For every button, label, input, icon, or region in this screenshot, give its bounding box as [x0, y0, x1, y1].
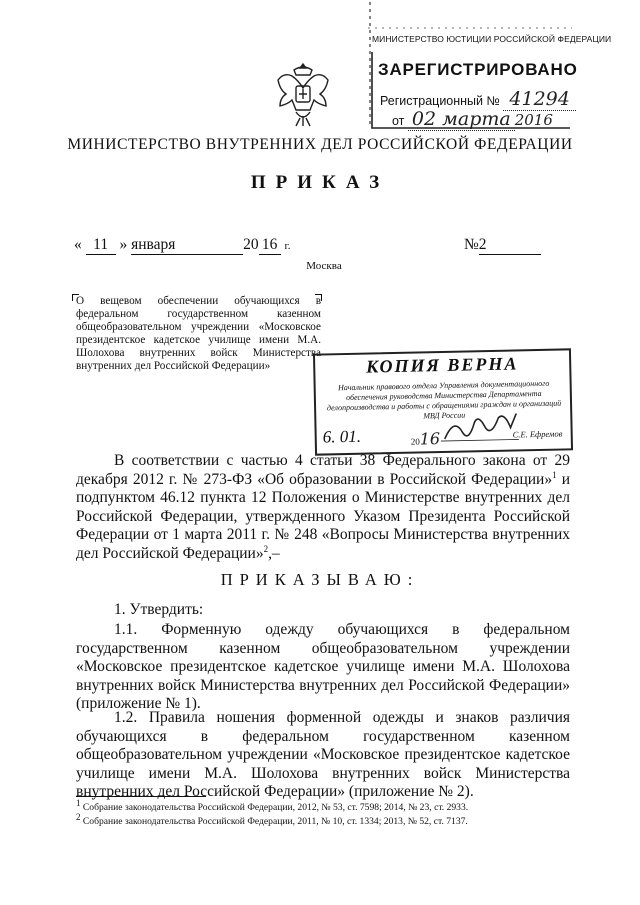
- preamble-end: ,–: [268, 544, 280, 562]
- coat-of-arms-emblem: [270, 58, 336, 130]
- stamp-registration-date: [392, 108, 553, 130]
- date-day: 11: [86, 236, 116, 255]
- order-number-label: №: [464, 236, 479, 253]
- footnote-ref-1: 1: [552, 469, 557, 480]
- copy-stamp-position: Начальник правового отдела Управления документационного обеспечения руководства Министерства Департамента делопроизводства и работы с обращениями граждан и организаций МВД России: [326, 378, 562, 421]
- order-item-1: 1. Утвердить:: [114, 601, 204, 618]
- registration-year: 2016: [514, 111, 553, 129]
- copy-stamp-year-prefix: 20: [410, 436, 420, 447]
- order-item-1-1: 1.1. Форменную одежду обучающихся в федеральном государственном казенном общеобразовательном учреждении «Московское президентское кадетское училище имени М.А. Шолохова внутренних войск Министерства внутренних дел Российской Федерации» (приложение № 1).: [76, 621, 570, 713]
- ministry-title: МИНИСТЕРСТВО ВНУТРЕННИХ ДЕЛ РОССИЙСКОЙ ФЕДЕРАЦИИ: [67, 136, 573, 153]
- registration-date-value: 02 марта: [408, 108, 515, 131]
- footnote-2-text: Собрание законодательства Российской Федерации, 2011, № 10, ст. 1334; 2013, № 52, ст. 7137.: [82, 816, 468, 827]
- copy-stamp-year-handwritten: 16: [419, 429, 441, 449]
- registration-number-label: Регистрационный №: [380, 94, 500, 108]
- footnote-ref-2: 2: [263, 543, 269, 554]
- date-year-mark: г.: [284, 240, 291, 252]
- date-year-suffix: 16: [259, 236, 281, 255]
- copy-stamp-signature-line: [323, 422, 567, 447]
- order-word: ПРИКАЗЫВАЮ:: [220, 570, 420, 589]
- order-city: Москва: [306, 260, 342, 272]
- footnote-2-mark: 2: [76, 811, 81, 822]
- copy-stamp-signer: С.Е. Ефремов: [512, 428, 563, 440]
- order-date: [74, 236, 291, 255]
- date-open-quote: «: [74, 236, 82, 253]
- copy-stamp-title: КОПИЯ ВЕРНА: [365, 353, 519, 377]
- order-item-1-2: 1.2. Правила ношения форменной одежды и знаков различия обучающихся в федеральном государственном казенном общеобразовательном учреждении «Московское президентское кадетское училище имени М.А. Шолохова внутренних войск Министерства внутренних дел Российской Федерации» (приложение № 2).: [76, 709, 570, 801]
- preamble-middle: и подпунктом 46.12 пункта 12 Положения о Министерстве внутренних дел Российской Федерации, утвержденного Указом Президента Российской Федерации от 1 марта 2011 г. № 248 «Вопросы Министерства внутренних дел Российской Федерации»: [76, 470, 570, 562]
- copy-stamp-date: 6. 01.: [322, 426, 362, 447]
- stamp-registration-number: [380, 88, 576, 110]
- stamp-ministry: МИНИСТЕРСТВО ЮСТИЦИИ РОССИЙСКОЙ ФЕДЕРАЦИИ: [372, 34, 612, 44]
- registration-number-value: 41294: [503, 88, 575, 111]
- footnote-1-text: Собрание законодательства Российской Федерации, 2012, № 53, ст. 7598; 2014, № 23, ст. 2933.: [82, 802, 469, 813]
- footnote-2: [76, 811, 570, 828]
- registration-date-prefix: от: [392, 114, 405, 128]
- footnote-divider: [76, 796, 206, 797]
- copy-stamp-year: [411, 429, 441, 449]
- footnote-1: [76, 797, 570, 814]
- handwritten-signature: [440, 413, 521, 445]
- order-subject: О вещевом обеспечении обучающихся в федеральном государственном казенном общеобразовательном учреждении «Московское президентское кадетское училище имени М.А. Шолохова внутренних войск Министерства внутренних дел Российской Федерации»: [76, 295, 321, 372]
- order-number-value: 2: [479, 236, 541, 255]
- stamp-registered-title: ЗАРЕГИСТРИРОВАНО: [378, 60, 578, 79]
- registration-stamp: [364, 0, 612, 132]
- date-close-quote: »: [119, 236, 128, 253]
- preamble-text: В соответствии с частью 4 статьи 38 Федерального закона от 29 декабря 2012 г. № 273-ФЗ «Об образовании в Российской Федерации»: [76, 452, 570, 488]
- date-month: января: [131, 236, 243, 255]
- date-year-prefix: 20: [243, 236, 259, 253]
- preamble-paragraph: [76, 452, 570, 564]
- order-number: [464, 236, 541, 255]
- certified-copy-stamp: [313, 348, 573, 455]
- footnote-1-mark: 1: [76, 797, 81, 808]
- document-type-title: ПРИКАЗ: [250, 172, 390, 193]
